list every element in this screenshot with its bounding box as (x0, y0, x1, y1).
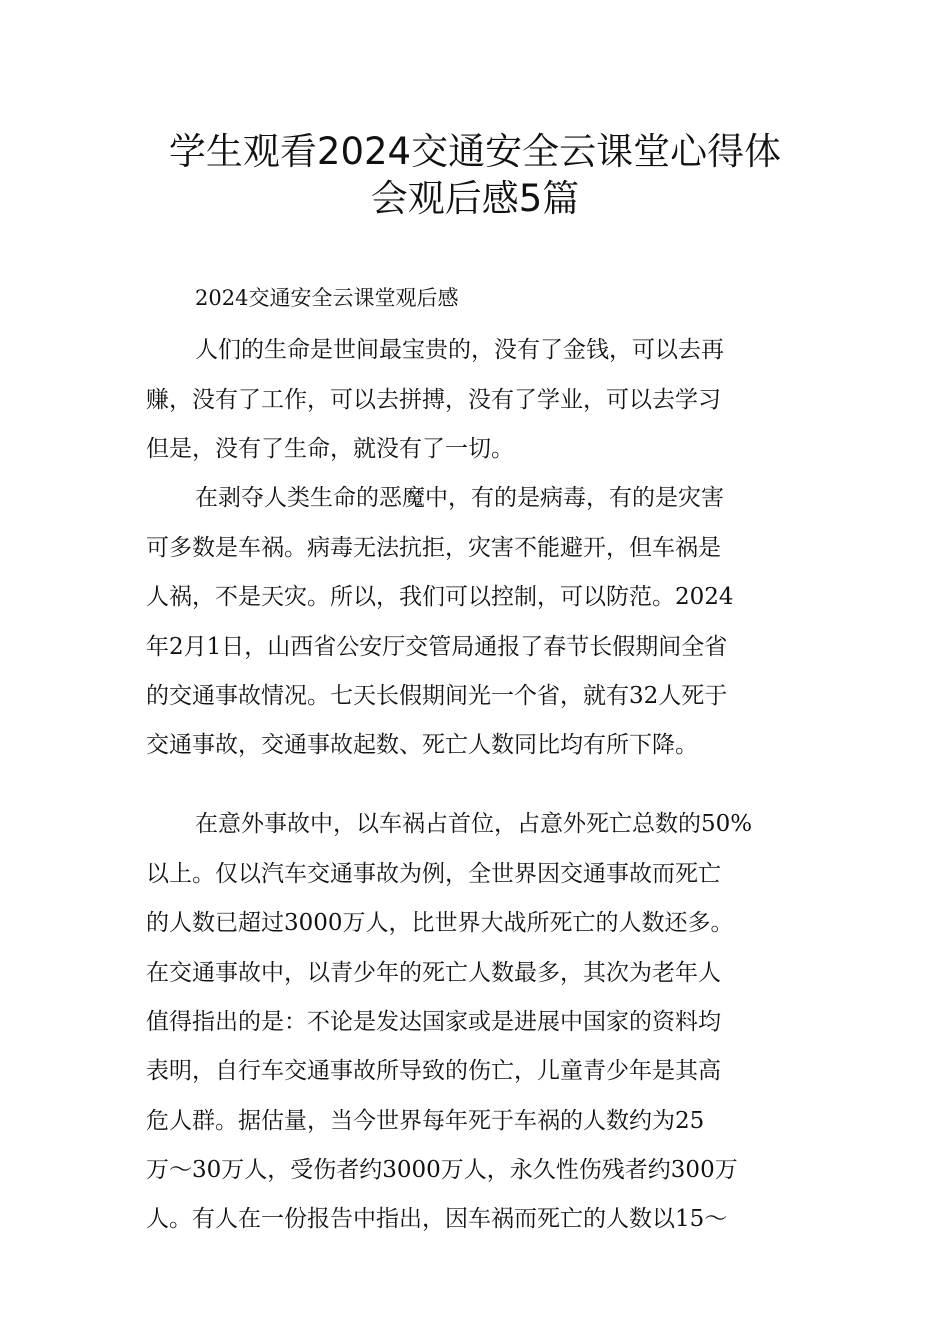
section-heading: 2024交通安全云课堂观后感 (195, 286, 459, 310)
paragraph-line: 但是，没有了生命，就没有了一切。 (146, 436, 514, 462)
paragraph-line: 人祸，不是天灾。所以，我们可以控制，可以防范。2024 (146, 584, 734, 610)
paragraph-line: 以上。仅以汽车交通事故为例，全世界因交通事故而死亡 (146, 861, 721, 887)
paragraph-line: 的交通事故情况。七天长假期间光一个省，就有32人死于 (146, 683, 728, 709)
paragraph-line: 在剥夺人类生命的恶魔中，有的是病毒，有的是灾害 (195, 485, 724, 511)
paragraph-line: 的人数已超过3000万人，比世界大战所死亡的人数还多。 (146, 910, 734, 936)
paragraph-line: 危人群。据估量，当今世界每年死于车祸的人数约为25 (146, 1108, 705, 1134)
document-title-line-1: 学生观看2024交通安全云课堂心得体 (168, 130, 782, 173)
document-title-line-2: 会观后感5篇 (370, 177, 580, 220)
paragraph-line: 人们的生命是世间最宝贵的，没有了金钱，可以去再 (195, 337, 724, 363)
paragraph-line: 可多数是车祸。病毒无法抗拒，灾害不能避开，但车祸是 (146, 535, 721, 561)
paragraph-line: 赚，没有了工作，可以去拼搏，没有了学业，可以去学习 (146, 387, 721, 413)
paragraph-line: 在意外事故中，以车祸占首位，占意外死亡总数的50% (195, 811, 753, 837)
paragraph-line: 万～30万人，受伤者约3000万人，永久性伤残者约300万 (146, 1157, 738, 1183)
paragraph-line: 交通事故，交通事故起数、死亡人数同比均有所下降。 (146, 732, 698, 758)
paragraph-line: 在交通事故中，以青少年的死亡人数最多，其次为老年人 (146, 960, 721, 986)
paragraph-line: 人。有人在一份报告中指出，因车祸而死亡的人数以15～ (146, 1206, 728, 1232)
paragraph-line: 年2月1日，山西省公安厅交管局通报了春节长假期间全省 (146, 634, 728, 660)
paragraph-line: 表明，自行车交通事故所导致的伤亡，儿童青少年是其高 (146, 1058, 721, 1084)
paragraph-line: 值得指出的是：不论是发达国家或是进展中国家的资料均 (146, 1009, 721, 1035)
